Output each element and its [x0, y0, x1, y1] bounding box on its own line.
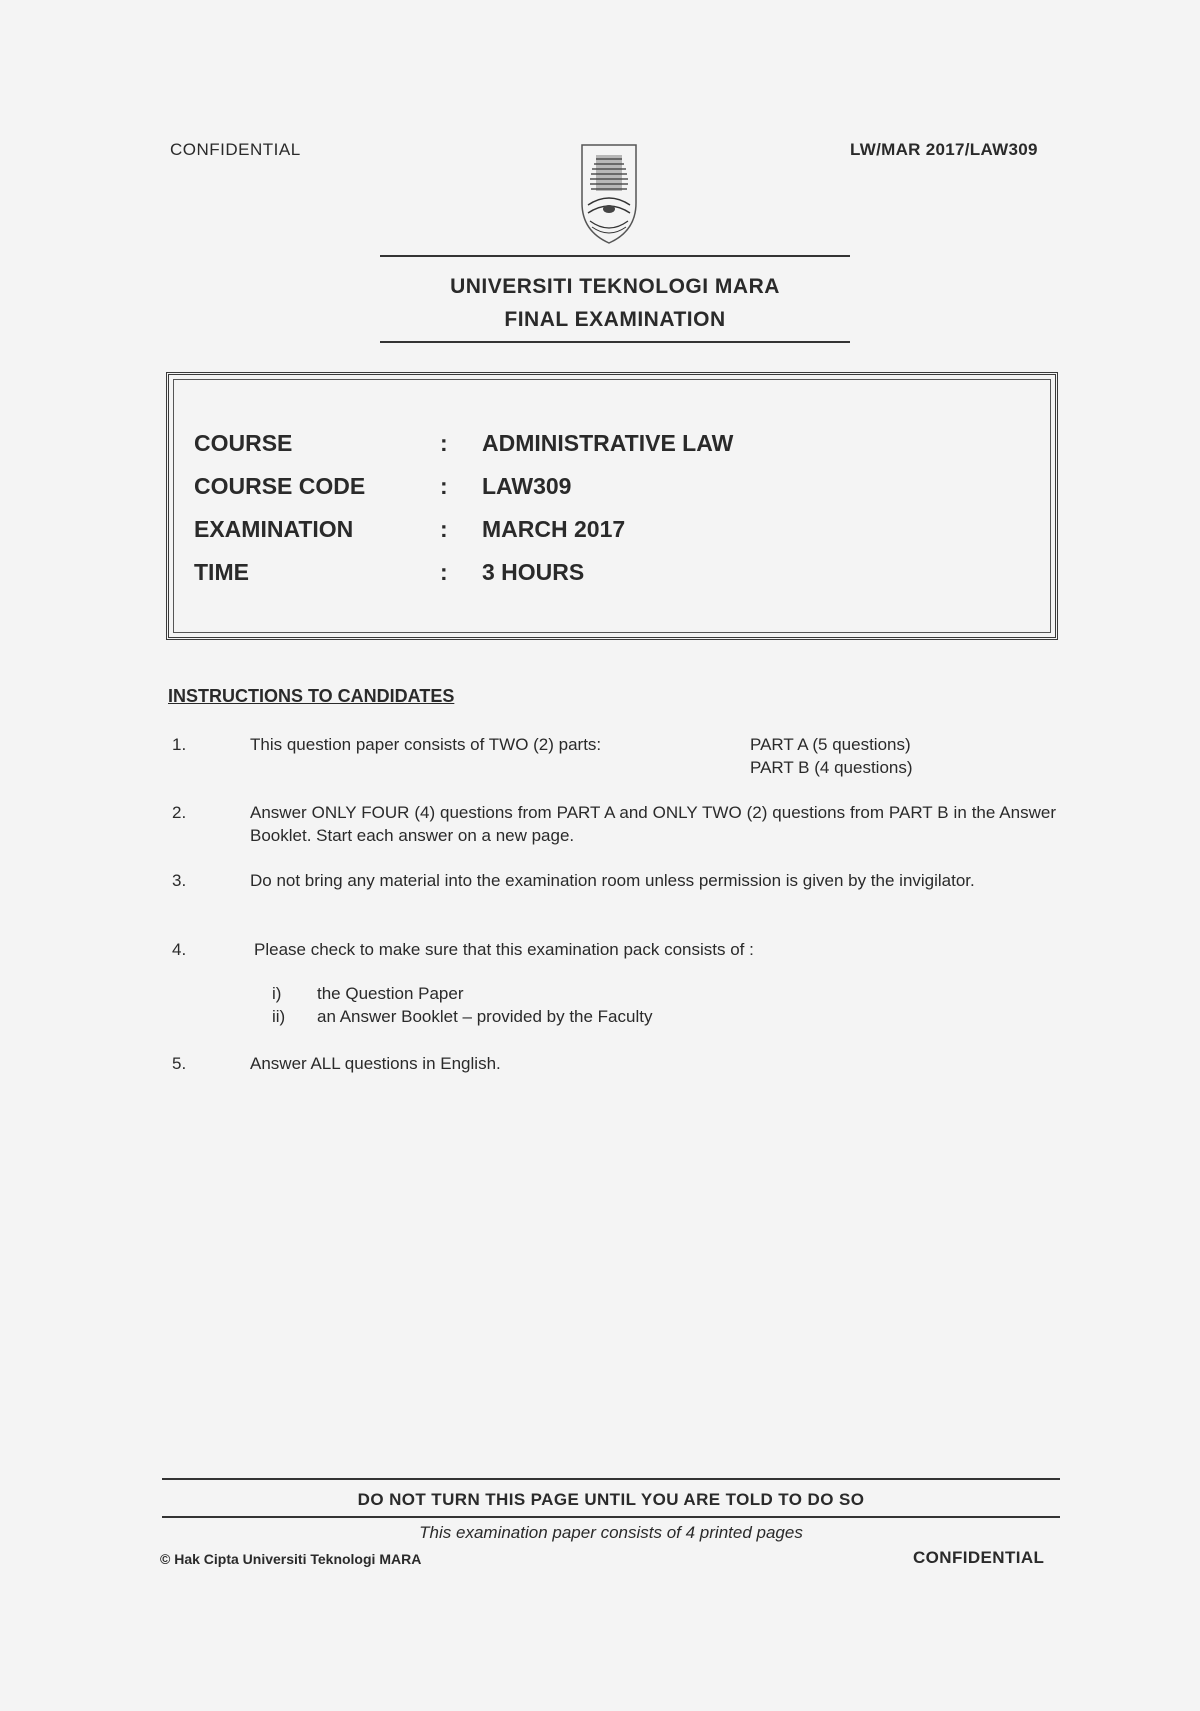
university-title [380, 270, 850, 336]
instruction-parts [750, 733, 913, 779]
sub-item-number: ii) [272, 1007, 286, 1026]
instruction-text: Answer ONLY FOUR (4) questions from PART A and ONLY TWO (2) questions from PART B in the Answer Booklet. Start each answer on a new page. [250, 803, 1056, 845]
detail-colon: : [440, 559, 448, 585]
instruction-number: 2. [172, 803, 187, 822]
detail-label: COURSE [194, 430, 293, 456]
detail-value: 3 HOURS [482, 559, 585, 585]
header-course-ref: LW/MAR 2017/LAW309 [850, 140, 1038, 159]
instruction-number: 5. [172, 1054, 187, 1073]
sub-item-number: i) [272, 984, 282, 1003]
instruction-text: Do not bring any material into the examination room unless permission is given by the invigilator. [250, 871, 975, 890]
detail-label: TIME [194, 559, 249, 585]
page-count-note: This examination paper consists of 4 printed pages [419, 1523, 803, 1542]
detail-colon: : [440, 473, 448, 499]
detail-value: ADMINISTRATIVE LAW [482, 430, 734, 456]
detail-colon: : [440, 516, 448, 542]
detail-value: MARCH 2017 [482, 516, 626, 542]
instructions-title: INSTRUCTIONS TO CANDIDATES [168, 686, 455, 706]
do-not-turn-warning: DO NOT TURN THIS PAGE UNTIL YOU ARE TOLD TO DO SO [357, 1490, 865, 1509]
part-a-label: PART A (5 questions) [750, 735, 911, 754]
title-bottom-rule [380, 341, 850, 343]
instruction-number: 4. [172, 940, 187, 959]
instruction-number: 1. [172, 735, 187, 754]
instruction-text: This question paper consists of TWO (2) parts: [250, 735, 602, 754]
detail-label: COURSE CODE [194, 473, 366, 499]
title-top-rule [380, 255, 850, 257]
exam-type: FINAL EXAMINATION [504, 308, 726, 331]
sub-item-text: the Question Paper [317, 984, 464, 1003]
detail-label: EXAMINATION [194, 516, 354, 542]
header-confidential: CONFIDENTIAL [170, 140, 301, 159]
footer-confidential: CONFIDENTIAL [913, 1548, 1045, 1567]
course-details-box [166, 372, 1058, 640]
university-crest-icon [578, 143, 640, 245]
university-name: UNIVERSITI TEKNOLOGI MARA [450, 275, 780, 298]
sub-item-text: an Answer Booklet – provided by the Faculty [317, 1007, 653, 1026]
instruction-number: 3. [172, 871, 187, 890]
instruction-text: Please check to make sure that this examination pack consists of : [254, 940, 754, 959]
copyright-notice: © Hak Cipta Universiti Teknologi MARA [160, 1551, 422, 1567]
detail-value: LAW309 [482, 473, 572, 499]
footer-bottom-rule [162, 1516, 1060, 1518]
footer-top-rule [162, 1478, 1060, 1480]
part-b-label: PART B (4 questions) [750, 758, 913, 777]
detail-colon: : [440, 430, 448, 456]
instruction-text: Answer ALL questions in English. [250, 1054, 501, 1073]
